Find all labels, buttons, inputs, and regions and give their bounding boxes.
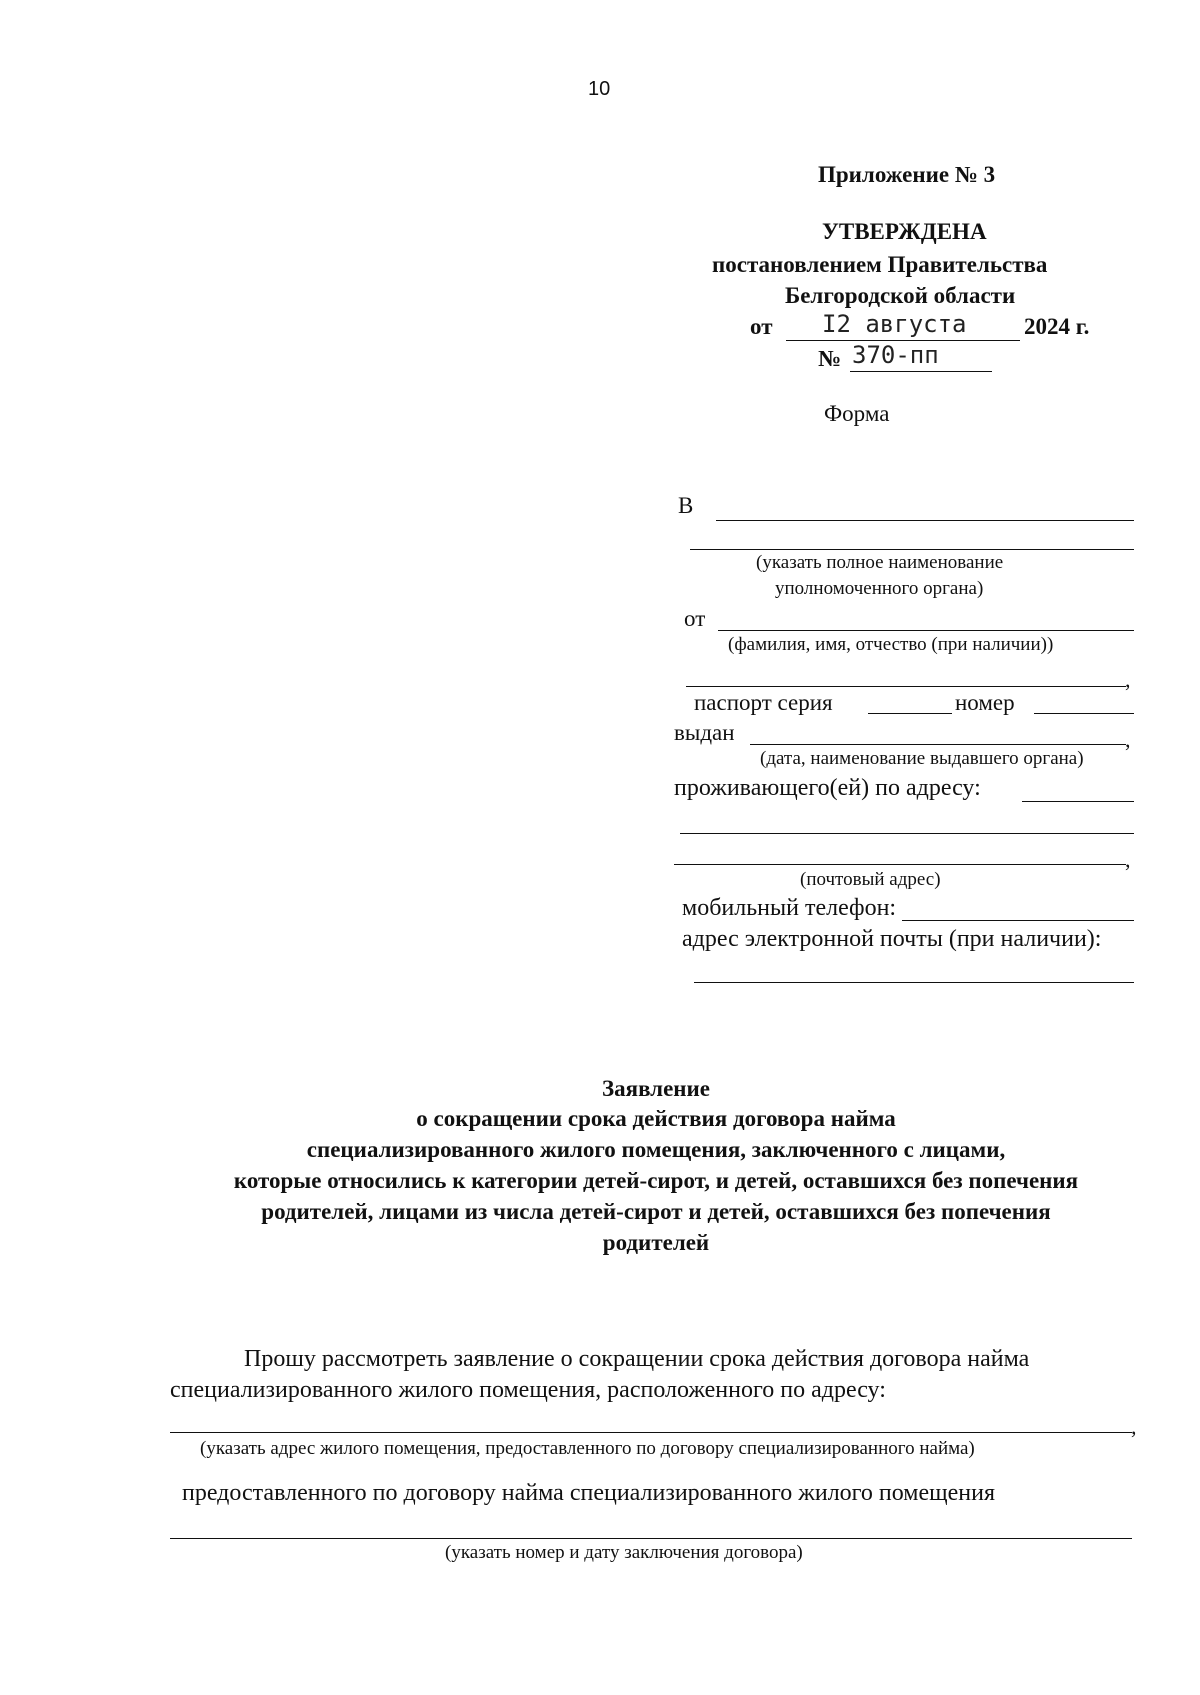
number-prefix: №	[818, 346, 842, 371]
from-prefix: от	[684, 606, 706, 631]
premises-address-line	[170, 1432, 1132, 1433]
contract-line	[170, 1538, 1132, 1539]
approved-label: УТВЕРЖДЕНА	[822, 219, 987, 244]
passport-number-line	[1034, 713, 1134, 714]
issued-line	[750, 744, 1126, 745]
to-prefix: В	[678, 493, 694, 518]
comma-1: ,	[1125, 667, 1131, 692]
email-line	[694, 982, 1134, 983]
title-line-3: специализированного жилого помещения, заключенного с лицами,	[306, 1137, 1006, 1162]
title-line-2: о сокращении срока действия договора найма	[416, 1106, 896, 1131]
comma-2: ,	[1125, 727, 1131, 752]
postal-line-2	[674, 864, 1126, 865]
authority-line-1	[716, 520, 1134, 521]
mobile-line	[902, 920, 1134, 921]
decree-date: I2 августа	[822, 310, 967, 338]
mobile-label: мобильный телефон:	[682, 895, 897, 921]
comma-4: ,	[1131, 1414, 1137, 1439]
postal-line-1	[680, 833, 1134, 834]
address-hint: (указать адрес жилого помещения, предоставленного по договору специализированного найма)	[200, 1438, 975, 1459]
comma-3: ,	[1125, 847, 1131, 872]
paragraph-line-2: специализированного жилого помещения, расположенного по адресу:	[170, 1377, 886, 1403]
passport-number-label: номер	[955, 690, 1015, 715]
passport-series-line	[868, 713, 952, 714]
name-line	[718, 630, 1134, 631]
decree-number: 370-пп	[852, 341, 939, 369]
decree-line-2: Белгородской области	[785, 283, 1016, 308]
number-underline	[850, 371, 992, 372]
authority-hint-2: уполномоченного органа)	[775, 578, 984, 599]
decree-line-1: постановлением Правительства	[712, 252, 1048, 277]
date-prefix: от	[750, 314, 773, 339]
postal-hint: (почтовый адрес)	[800, 869, 941, 890]
contract-hint: (указать номер и дату заключения договора)	[445, 1542, 803, 1563]
issued-label: выдан	[674, 720, 735, 745]
residing-label: проживающего(ей) по адресу:	[674, 775, 981, 801]
title-line-1: Заявление	[601, 1076, 711, 1101]
name-line-2	[686, 686, 1126, 687]
email-label: адрес электронной почты (при наличии):	[682, 926, 1102, 952]
paragraph-line-1: Прошу рассмотреть заявление о сокращении срока действия договора найма	[244, 1346, 1030, 1372]
appendix-label: Приложение № 3	[818, 162, 996, 187]
title-line-6: родителей	[602, 1230, 710, 1255]
form-label: Форма	[824, 401, 890, 426]
title-line-4: которые относились к категории детей-сирот, и детей, оставшихся без попечения	[233, 1168, 1079, 1193]
title-line-5: родителей, лицами из числа детей-сирот и детей, оставшихся без попечения	[261, 1199, 1051, 1224]
name-hint: (фамилия, имя, отчество (при наличии))	[728, 634, 1054, 655]
issued-hint: (дата, наименование выдавшего органа)	[760, 748, 1084, 769]
provided-line: предоставленного по договору найма специализированного жилого помещения	[182, 1480, 995, 1506]
authority-hint-1: (указать полное наименование	[756, 552, 1004, 573]
residing-line	[1022, 801, 1134, 802]
passport-series-label: паспорт серия	[694, 690, 833, 715]
decree-year: 2024 г.	[1024, 314, 1090, 339]
page-number: 10	[588, 78, 611, 100]
authority-line-2	[690, 549, 1134, 550]
